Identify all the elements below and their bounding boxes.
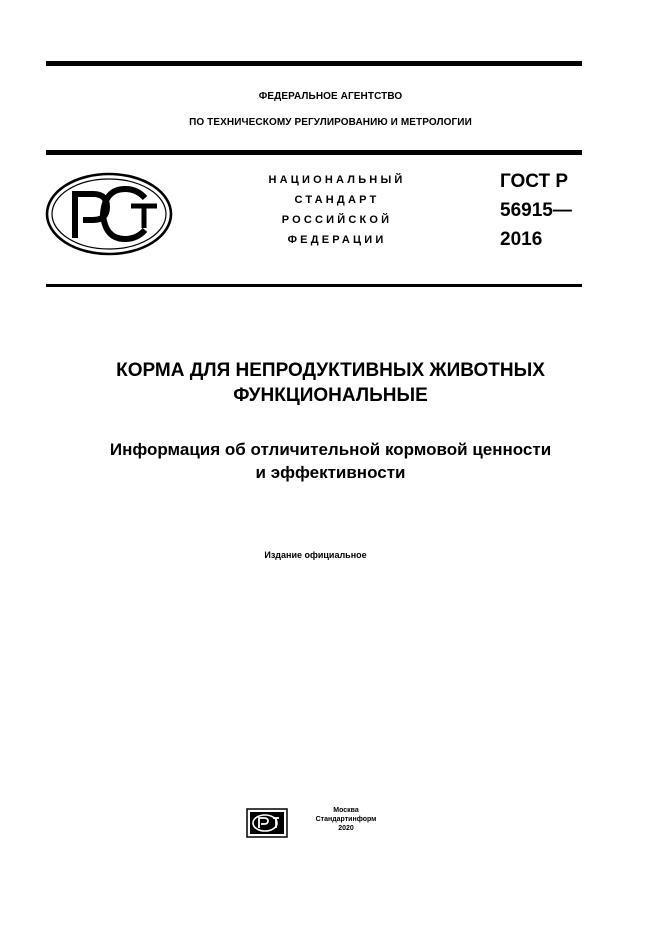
publisher-year: 2020 (338, 825, 354, 832)
standard-code-line-2: 56915— (500, 200, 572, 221)
publisher-city: Москва (333, 807, 359, 814)
standard-type-line-3: РОССИЙСКОЙ (281, 214, 393, 226)
agency-line-1: ФЕДЕРАЛЬНОЕ АГЕНТСТВО (258, 91, 403, 102)
publisher-name: Стандартинформ (315, 816, 377, 823)
standard-code-line-3: 2016 (500, 229, 543, 250)
document-subtitle-line-2: и эффективности (255, 463, 406, 482)
rst-certification-logo-icon (45, 172, 175, 256)
standartinform-logo-icon (246, 808, 288, 838)
standard-type-line-1: НАЦИОНАЛЬНЫЙ (268, 174, 406, 186)
document-title-line-1: КОРМА ДЛЯ НЕПРОДУКТИВНЫХ ЖИВОТНЫХ (116, 360, 545, 381)
standard-code-line-1: ГОСТ Р (500, 171, 569, 192)
header-bottom-rule (46, 284, 582, 287)
agency-line-2: ПО ТЕХНИЧЕСКОМУ РЕГУЛИРОВАНИЮ И МЕТРОЛОГИИ (189, 117, 472, 128)
header-top-rule (46, 150, 582, 155)
top-rule (46, 61, 582, 66)
standard-type-line-2: СТАНДАРТ (294, 194, 380, 206)
document-subtitle-line-1: Информация об отличительной кормовой ценности (109, 440, 552, 459)
document-title-line-2: ФУНКЦИОНАЛЬНЫЕ (233, 385, 428, 406)
standard-type-line-4: ФЕДЕРАЦИИ (287, 234, 387, 246)
edition-label: Издание официальное (264, 550, 367, 560)
